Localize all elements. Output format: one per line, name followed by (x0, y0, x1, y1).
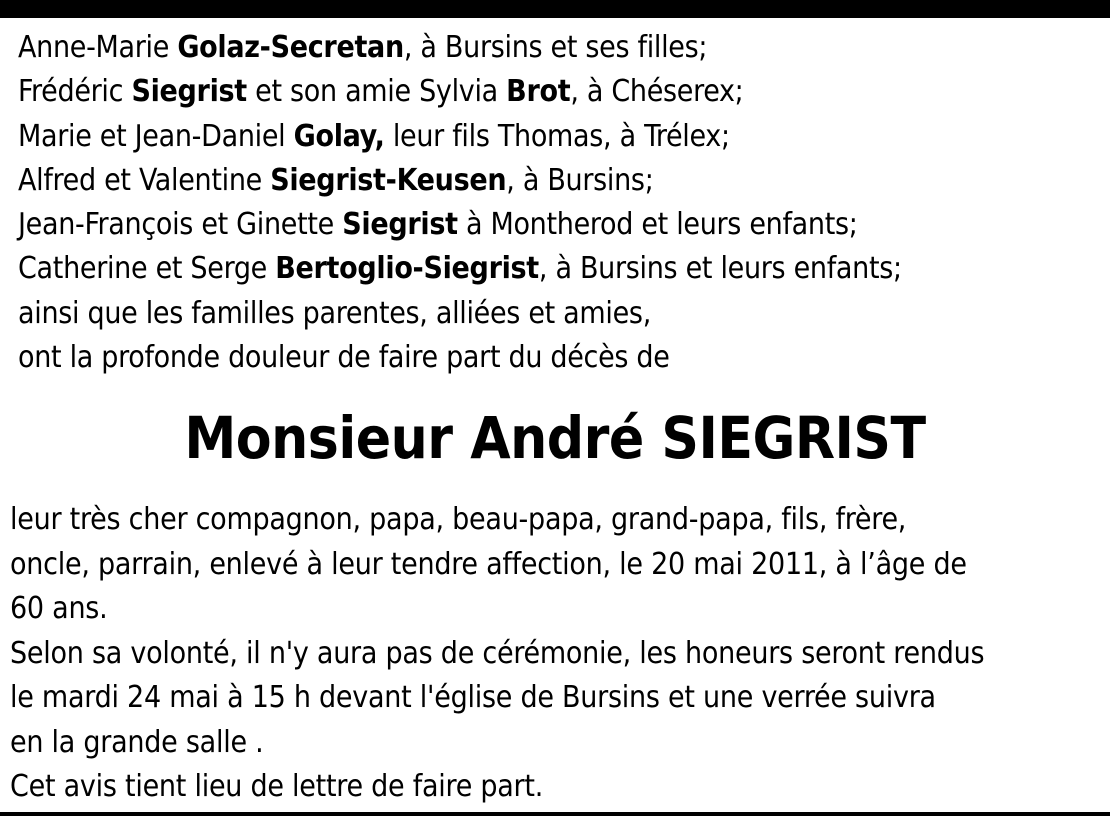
notice-line-6: en la grande salle . (10, 724, 264, 760)
family-line-6 (18, 247, 1098, 291)
family-name-bold: Golay, (293, 118, 385, 154)
notice-line-4: Selon sa volonté, il n'y aura pas de cérémonie, les honeurs seront rendus (10, 635, 985, 671)
notice-body (10, 498, 1102, 810)
family-line-8 (18, 336, 1098, 380)
notice-line-2: oncle, parrain, enlevé à leur tendre affection, le 20 mai 2011, à l’âge de (10, 546, 967, 582)
family-line-5 (18, 203, 1098, 247)
top-border-rule (0, 0, 1110, 18)
family-name-bold: Bertoglio-Siegrist (275, 251, 539, 287)
deceased-name-heading: Monsieur André SIEGRIST (184, 404, 926, 472)
family-line-7 (18, 292, 1098, 336)
family-line-text: et son amie Sylvia (246, 74, 507, 110)
family-line-text: à Montherod et leurs enfants; (457, 207, 858, 243)
bottom-border-rule (0, 812, 1110, 816)
family-line-text: Jean-François et Ginette (18, 207, 343, 243)
family-name-bold: Siegrist-Keusen (270, 162, 507, 198)
family-line-text: , à Bursins et leurs enfants; (538, 251, 902, 287)
family-line-text: , à Bursins; (506, 162, 654, 198)
family-line-3 (18, 115, 1098, 159)
family-line-text: , à Chéserex; (570, 74, 744, 110)
family-name-bold: Siegrist (342, 207, 458, 243)
family-line-2 (18, 70, 1098, 114)
family-line-4 (18, 159, 1098, 203)
family-line-text: Frédéric (18, 74, 132, 110)
notice-line-5: le mardi 24 mai à 15 h devant l'église de Bursins et une verrée suivra (10, 680, 936, 715)
family-line-1 (18, 26, 1098, 70)
family-name-bold: Golaz-Secretan (177, 30, 404, 65)
family-line-text: Marie et Jean-Daniel (18, 118, 294, 154)
family-line-text: leur fils Thomas, à Trélex; (384, 118, 730, 154)
family-line-text: Alfred et Valentine (18, 162, 271, 198)
family-line-text: Anne-Marie (18, 30, 178, 65)
family-list (18, 26, 1098, 380)
family-name-bold: Brot (506, 74, 571, 110)
family-line-text: , à Bursins et ses filles; (403, 30, 708, 65)
notice-line-7: Cet avis tient lieu de lettre de faire part. (10, 769, 544, 804)
notice-line-3: 60 ans. (10, 591, 108, 626)
family-line-text: ainsi que les familles parentes, alliées et amies, (18, 295, 651, 331)
family-name-bold: Siegrist (131, 74, 247, 110)
family-line-text: Catherine et Serge (18, 251, 276, 287)
notice-line-1: leur très cher compagnon, papa, beau-papa, grand-papa, fils, frère, (10, 502, 907, 537)
family-line-text: ont la profonde douleur de faire part du décès de (18, 340, 670, 376)
